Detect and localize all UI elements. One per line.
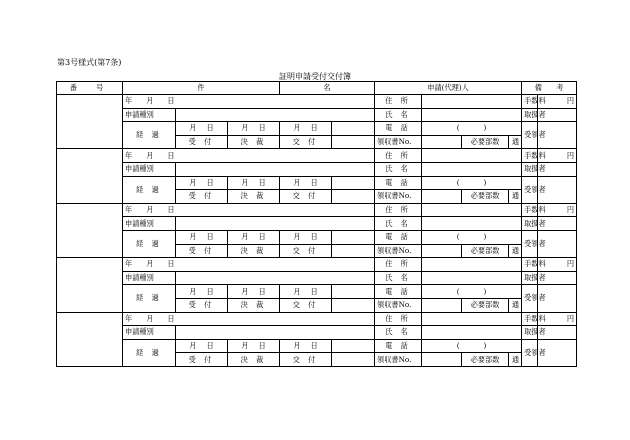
phone-value[interactable]: ( ) xyxy=(422,230,522,244)
received-date[interactable]: 月 日 xyxy=(176,230,228,244)
address-label: 住 所 xyxy=(375,312,422,326)
received-date[interactable]: 月 日 xyxy=(176,176,228,190)
entry-date[interactable]: 年 月 日 xyxy=(123,149,375,163)
receipt-no-value[interactable] xyxy=(422,244,462,258)
entry-number-cell[interactable] xyxy=(57,312,123,367)
receiver-label: 受領者 xyxy=(522,339,538,366)
receiver-label: 受領者 xyxy=(522,176,538,203)
process-label-spacer xyxy=(332,135,375,149)
header-name: 名 xyxy=(280,82,375,95)
person-name-label: 氏 名 xyxy=(375,271,422,285)
entry-row-date xyxy=(57,203,577,217)
request-type-label: 申請種別 xyxy=(123,162,176,176)
address-value[interactable] xyxy=(422,258,522,272)
process-label: 経 過 xyxy=(123,176,176,203)
issued-label: 交 付 xyxy=(280,298,332,312)
entry-row-type xyxy=(57,217,577,231)
fee-value[interactable]: 円 xyxy=(538,258,577,272)
received-date[interactable]: 月 日 xyxy=(176,285,228,299)
receipt-no-value[interactable] xyxy=(422,298,462,312)
entry-number-cell[interactable] xyxy=(57,258,123,312)
receipt-no-value[interactable] xyxy=(422,353,462,367)
receipt-no-label: 領収書No. xyxy=(375,298,422,312)
fee-label: 手数料 xyxy=(522,95,538,109)
copies-value[interactable]: 通 xyxy=(509,298,522,312)
receiver-label: 受領者 xyxy=(522,230,538,257)
approved-date[interactable]: 月 日 xyxy=(228,339,280,353)
approved-label: 決 裁 xyxy=(228,190,280,204)
entry-number-cell[interactable] xyxy=(57,203,123,257)
process-spacer xyxy=(332,339,375,353)
issued-date[interactable]: 月 日 xyxy=(280,339,332,353)
phone-label: 電 話 xyxy=(375,339,422,353)
receipt-no-label: 領収書No. xyxy=(375,244,422,258)
process-label-spacer xyxy=(332,190,375,204)
issued-label: 交 付 xyxy=(280,244,332,258)
address-label: 住 所 xyxy=(375,258,422,272)
process-spacer xyxy=(332,230,375,244)
address-value[interactable] xyxy=(422,149,522,163)
receipt-no-label: 領収書No. xyxy=(375,190,422,204)
copies-value[interactable]: 通 xyxy=(509,190,522,204)
entry-row-process-dates xyxy=(57,339,577,353)
entry-number-cell[interactable] xyxy=(57,149,123,203)
entry-row-type xyxy=(57,162,577,176)
fee-value[interactable]: 円 xyxy=(538,312,577,326)
received-label: 受 付 xyxy=(176,353,228,367)
receiver-label: 受領者 xyxy=(522,122,538,149)
header-matter: 件 xyxy=(123,82,280,95)
process-label: 経 過 xyxy=(123,122,176,149)
copies-value[interactable]: 通 xyxy=(509,353,522,367)
address-value[interactable] xyxy=(422,203,522,217)
ledger-body xyxy=(57,95,577,367)
entry-row-process-dates xyxy=(57,230,577,244)
phone-label: 電 話 xyxy=(375,230,422,244)
entry-row-process-dates xyxy=(57,285,577,299)
received-label: 受 付 xyxy=(176,298,228,312)
person-name-label: 氏 名 xyxy=(375,326,422,340)
fee-label: 手数料 xyxy=(522,149,538,163)
issued-date[interactable]: 月 日 xyxy=(280,230,332,244)
fee-label: 手数料 xyxy=(522,312,538,326)
handler-label: 取扱者 xyxy=(522,108,538,122)
issued-date[interactable]: 月 日 xyxy=(280,122,332,136)
copies-label: 必要部数 xyxy=(462,135,509,149)
entry-date[interactable]: 年 月 日 xyxy=(123,95,375,109)
phone-label: 電 話 xyxy=(375,176,422,190)
address-label: 住 所 xyxy=(375,203,422,217)
fee-value[interactable]: 円 xyxy=(538,149,577,163)
approved-label: 決 裁 xyxy=(228,244,280,258)
request-type-value[interactable] xyxy=(176,217,375,231)
approved-date[interactable]: 月 日 xyxy=(228,230,280,244)
phone-value[interactable]: ( ) xyxy=(422,176,522,190)
form-number-label: 第3号様式(第7条) xyxy=(57,58,122,67)
address-label: 住 所 xyxy=(375,149,422,163)
person-name-value[interactable] xyxy=(422,108,522,122)
request-type-label: 申請種別 xyxy=(123,108,176,122)
issued-label: 交 付 xyxy=(280,190,332,204)
entry-row-date xyxy=(57,312,577,326)
request-type-value[interactable] xyxy=(176,108,375,122)
entry-row-date xyxy=(57,149,577,163)
entry-date[interactable]: 年 月 日 xyxy=(123,258,375,272)
approved-label: 決 裁 xyxy=(228,135,280,149)
process-label-spacer xyxy=(332,244,375,258)
received-label: 受 付 xyxy=(176,135,228,149)
receipt-no-label: 領収書No. xyxy=(375,135,422,149)
entry-row-type xyxy=(57,271,577,285)
approved-label: 決 裁 xyxy=(228,353,280,367)
header-applicant: 申請(代理)人 xyxy=(375,82,522,95)
entry-row-date xyxy=(57,95,577,109)
address-label: 住 所 xyxy=(375,95,422,109)
person-name-label: 氏 名 xyxy=(375,108,422,122)
phone-value[interactable]: ( ) xyxy=(422,285,522,299)
entry-row-process-dates xyxy=(57,176,577,190)
person-name-value[interactable] xyxy=(422,162,522,176)
request-type-label: 申請種別 xyxy=(123,326,176,340)
receipt-no-value[interactable] xyxy=(422,135,462,149)
entry-row-date xyxy=(57,258,577,272)
phone-value[interactable]: ( ) xyxy=(422,339,522,353)
fee-value[interactable]: 円 xyxy=(538,203,577,217)
copies-value[interactable]: 通 xyxy=(509,135,522,149)
document-title: 証明申請受付交付簿 xyxy=(279,72,351,81)
issued-date[interactable]: 月 日 xyxy=(280,176,332,190)
approved-date[interactable]: 月 日 xyxy=(228,122,280,136)
process-label-spacer xyxy=(332,298,375,312)
process-label: 経 過 xyxy=(123,339,176,366)
process-spacer xyxy=(332,122,375,136)
entry-row-type xyxy=(57,326,577,340)
approved-label: 決 裁 xyxy=(228,298,280,312)
process-spacer xyxy=(332,176,375,190)
receipt-no-label: 領収書No. xyxy=(375,353,422,367)
handler-label: 取扱者 xyxy=(522,217,538,231)
received-label: 受 付 xyxy=(176,190,228,204)
request-type-value[interactable] xyxy=(176,326,375,340)
process-spacer xyxy=(332,285,375,299)
entry-number-cell[interactable] xyxy=(57,95,123,149)
copies-label: 必要部数 xyxy=(462,353,509,367)
phone-label: 電 話 xyxy=(375,122,422,136)
handler-label: 取扱者 xyxy=(522,162,538,176)
entry-date[interactable]: 年 月 日 xyxy=(123,203,375,217)
fee-value[interactable]: 円 xyxy=(538,95,577,109)
phone-value[interactable]: ( ) xyxy=(422,122,522,136)
copies-label: 必要部数 xyxy=(462,298,509,312)
request-type-label: 申請種別 xyxy=(123,271,176,285)
process-label-spacer xyxy=(332,353,375,367)
entry-date[interactable]: 年 月 日 xyxy=(123,312,375,326)
issued-date[interactable]: 月 日 xyxy=(280,285,332,299)
copies-label: 必要部数 xyxy=(462,190,509,204)
ledger-table xyxy=(56,81,577,367)
person-name-value[interactable] xyxy=(422,326,522,340)
issued-label: 交 付 xyxy=(280,353,332,367)
entry-row-process-dates xyxy=(57,122,577,136)
request-type-value[interactable] xyxy=(176,162,375,176)
address-value[interactable] xyxy=(422,312,522,326)
person-name-label: 氏 名 xyxy=(375,217,422,231)
request-type-label: 申請種別 xyxy=(123,217,176,231)
approved-date[interactable]: 月 日 xyxy=(228,176,280,190)
fee-label: 手数料 xyxy=(522,258,538,272)
table-header-row xyxy=(57,82,577,95)
person-name-value[interactable] xyxy=(422,217,522,231)
header-remarks: 備 考 xyxy=(522,82,577,95)
person-name-value[interactable] xyxy=(422,271,522,285)
issued-label: 交 付 xyxy=(280,135,332,149)
received-date[interactable]: 月 日 xyxy=(176,339,228,353)
request-type-value[interactable] xyxy=(176,271,375,285)
phone-label: 電 話 xyxy=(375,285,422,299)
header-number: 番 号 xyxy=(57,82,123,95)
handler-label: 取扱者 xyxy=(522,271,538,285)
approved-date[interactable]: 月 日 xyxy=(228,285,280,299)
address-value[interactable] xyxy=(422,95,522,109)
copies-value[interactable]: 通 xyxy=(509,244,522,258)
process-label: 経 過 xyxy=(123,230,176,257)
person-name-label: 氏 名 xyxy=(375,162,422,176)
receiver-label: 受領者 xyxy=(522,285,538,312)
entry-row-type xyxy=(57,108,577,122)
fee-label: 手数料 xyxy=(522,203,538,217)
copies-label: 必要部数 xyxy=(462,244,509,258)
receipt-no-value[interactable] xyxy=(422,190,462,204)
handler-label: 取扱者 xyxy=(522,326,538,340)
process-label: 経 過 xyxy=(123,285,176,312)
received-date[interactable]: 月 日 xyxy=(176,122,228,136)
received-label: 受 付 xyxy=(176,244,228,258)
